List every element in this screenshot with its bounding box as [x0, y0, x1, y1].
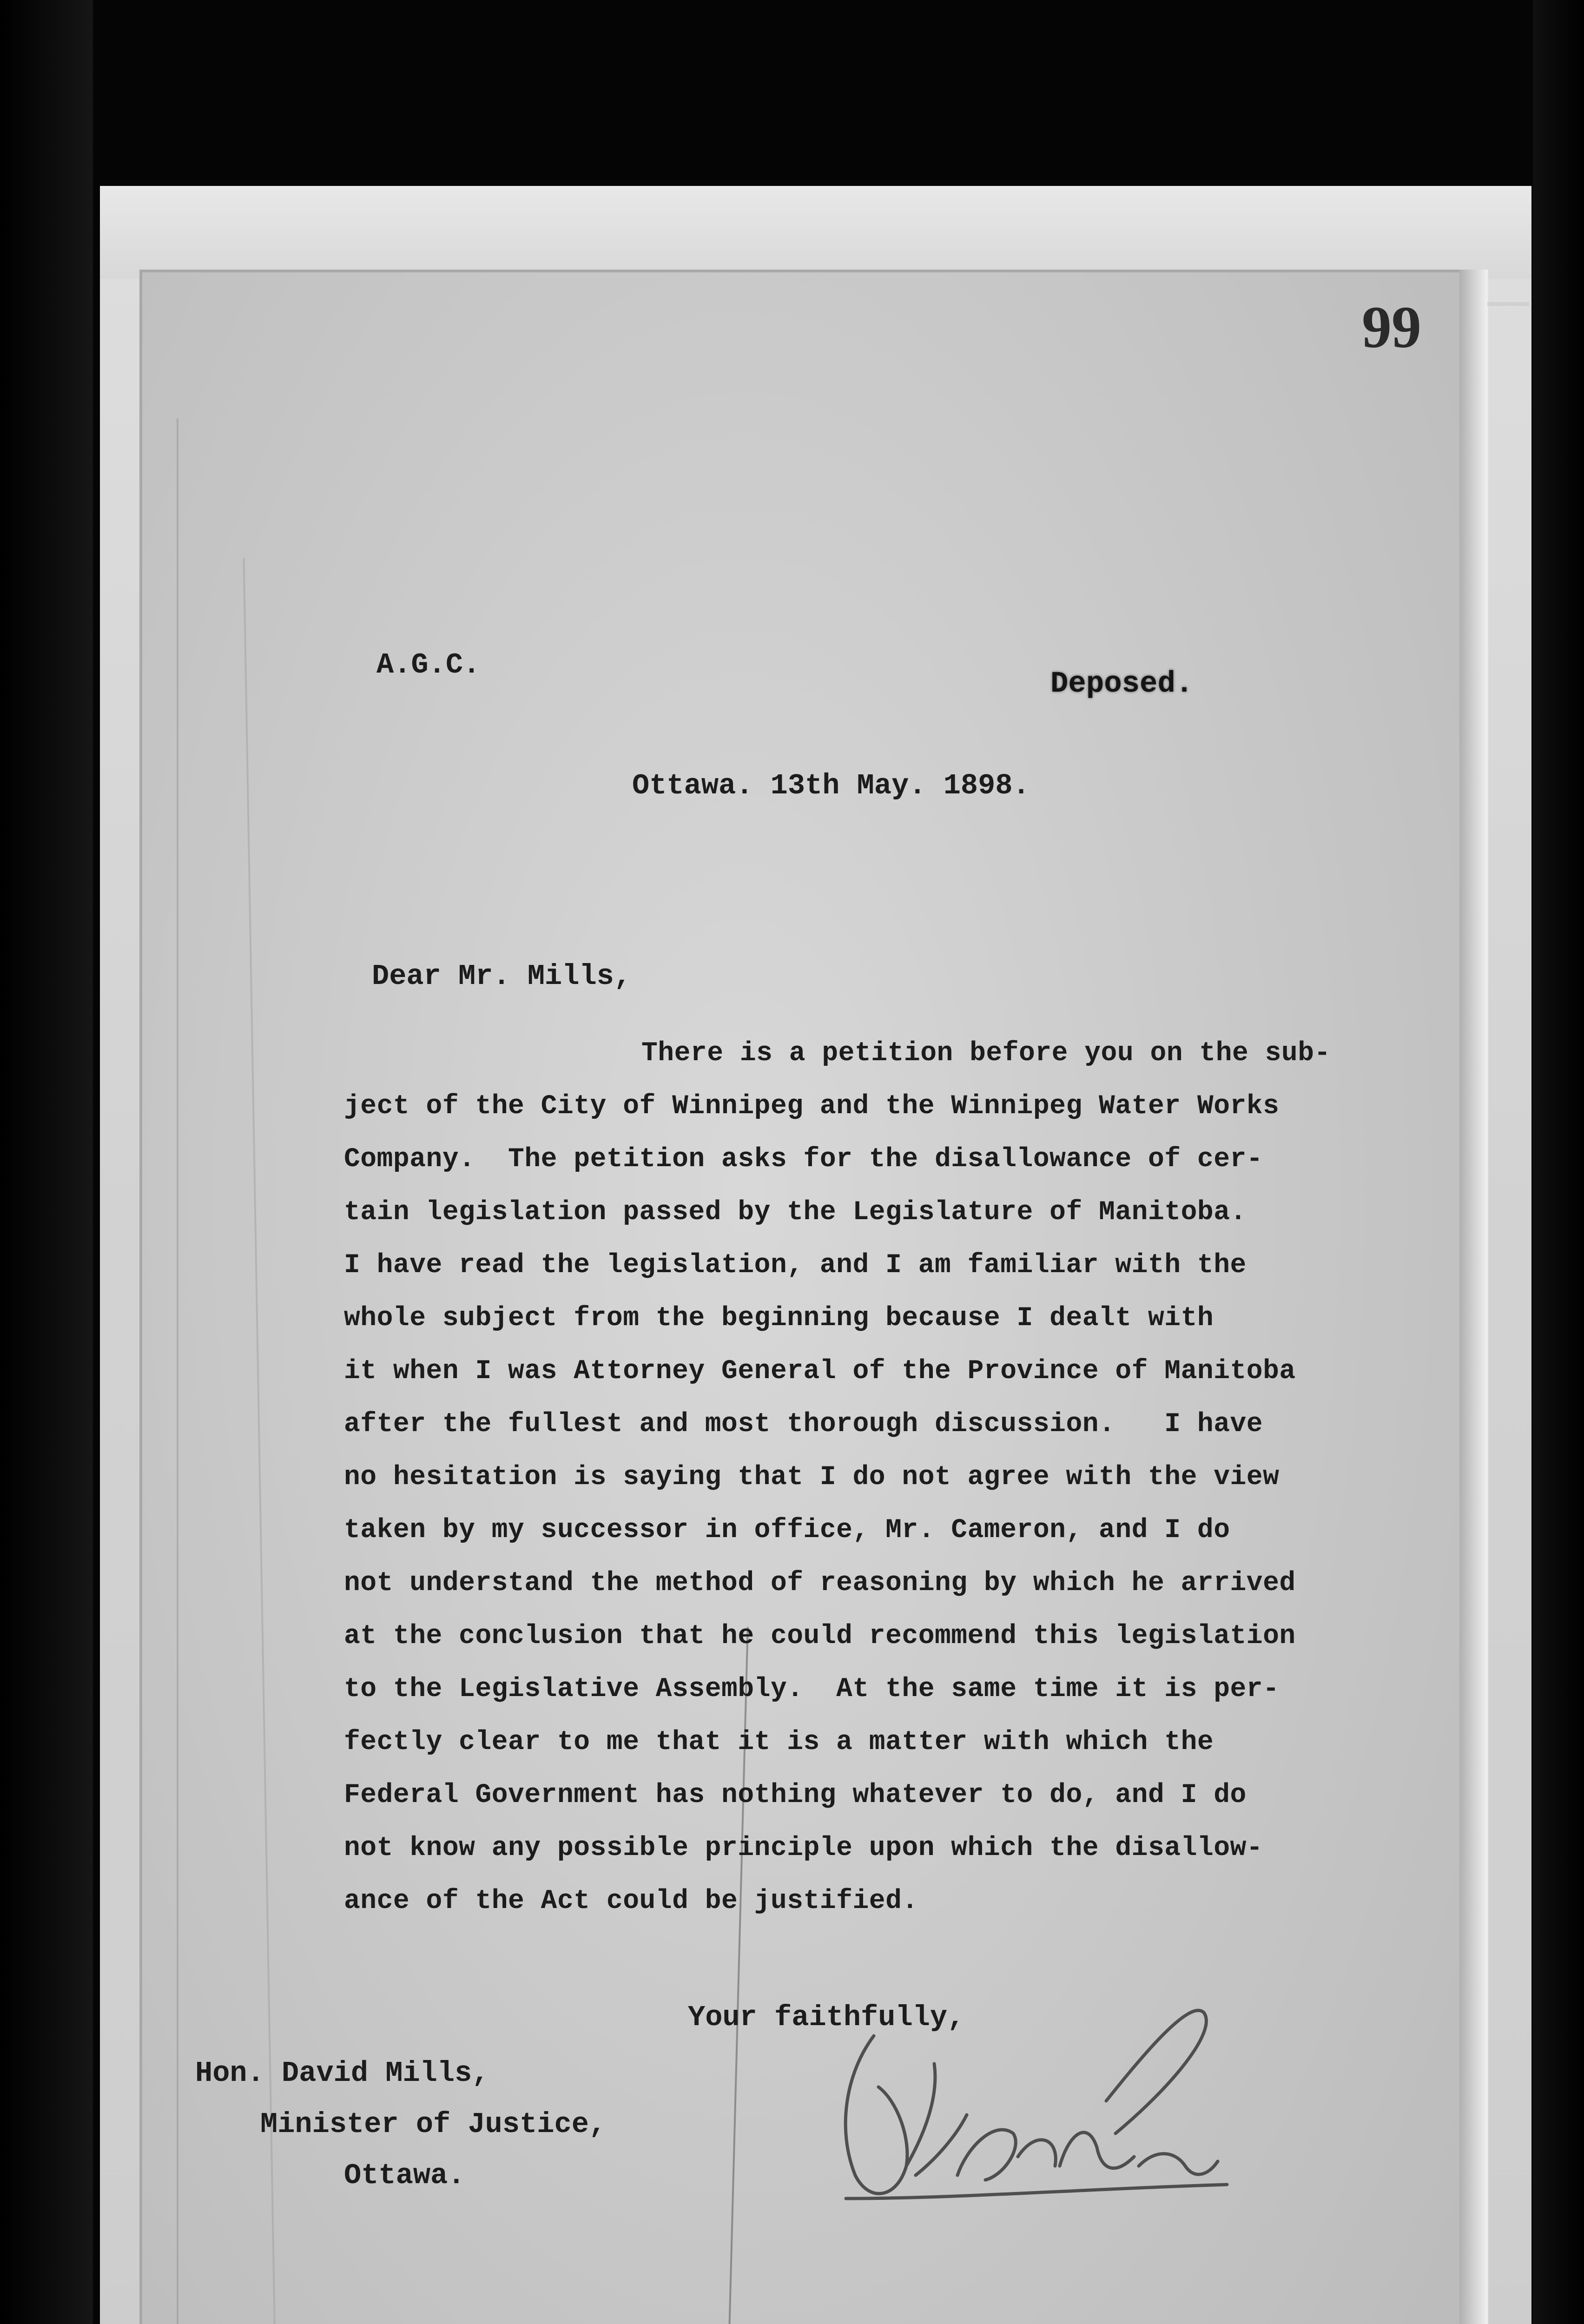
addressee-title: Minister of Justice, [260, 2108, 607, 2141]
addressee-name: Hon. David Mills, [195, 2057, 489, 2090]
letter-body [344, 1027, 1394, 1928]
body-line: fectly clear to me that it is a matter with which the [344, 1727, 1214, 1757]
body-line: ject of the City of Winnipeg and the Winnipeg Water Works [344, 1091, 1280, 1122]
body-line: not know any possible principle upon which the disallow- [344, 1833, 1263, 1863]
film-edge-left [0, 0, 93, 2324]
body-line: I have read the legislation, and I am familiar with the [344, 1250, 1247, 1281]
handwritten-signature [818, 1980, 1236, 2268]
page-edge-mark [1487, 302, 1529, 306]
body-line: at the conclusion that he could recommend this legislation [344, 1621, 1296, 1651]
body-line: to the Legislative Assembly. At the same time it is per- [344, 1674, 1280, 1704]
page-number: 99 [1362, 294, 1421, 360]
body-line: Federal Government has nothing whatever to do, and I do [344, 1780, 1247, 1810]
body-line: whole subject from the beginning because I dealt with [344, 1303, 1214, 1334]
film-edge-right [1533, 0, 1584, 2324]
file-reference: A.G.C. [376, 648, 481, 681]
body-line: ance of the Act could be justified. [344, 1886, 918, 1916]
closing: Your faithfully, [688, 2001, 965, 2034]
body-line: There is a petition before you on the sub- [641, 1038, 1331, 1069]
body-line: tain legislation passed by the Legislature of Manitoba. [344, 1197, 1247, 1228]
mount-top-strip [100, 186, 1531, 279]
body-line: after the fullest and most thorough discussion. I have [344, 1409, 1263, 1439]
fold-line [177, 418, 178, 2324]
body-line: taken by my successor in office, Mr. Cameron, and I do [344, 1515, 1230, 1545]
dateline: Ottawa. 13th May. 1898. [632, 769, 1030, 802]
salutation: Dear Mr. Mills, [372, 960, 632, 993]
body-line: Company. The petition asks for the disallowance of cer- [344, 1144, 1263, 1175]
body-line: it when I was Attorney General of the Province of Manitoba [344, 1356, 1296, 1386]
body-line: not understand the method of reasoning by which he arrived [344, 1568, 1296, 1598]
addressee-city: Ottawa. [344, 2159, 465, 2192]
file-reference-right: Deposed. [1050, 667, 1194, 701]
body-line: no hesitation is saying that I do not agree with the view [344, 1462, 1280, 1492]
sheet-edge-right [1459, 270, 1487, 2324]
